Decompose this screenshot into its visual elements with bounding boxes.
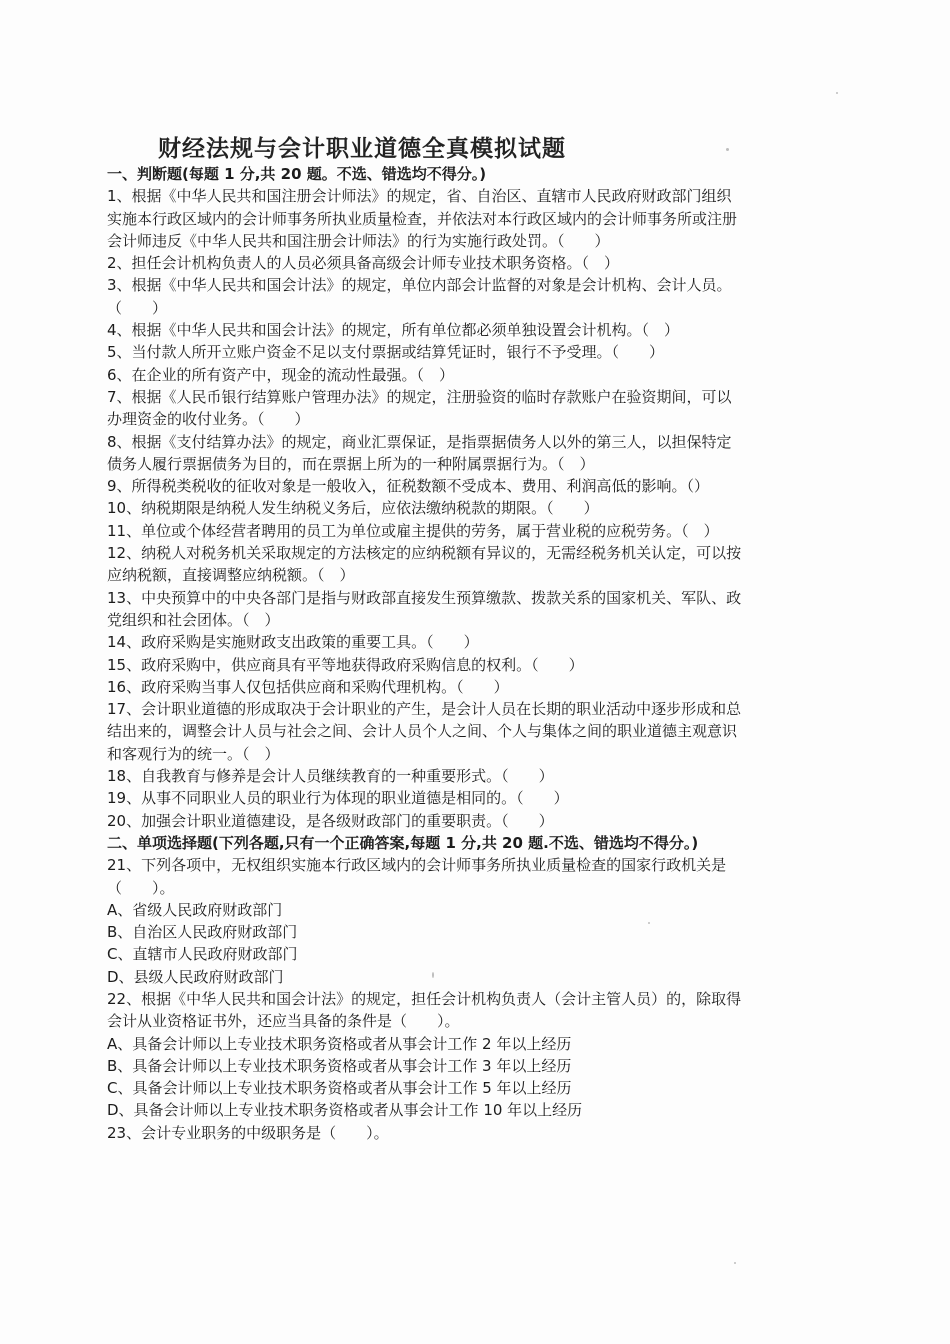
text-line: 1、根据《中华人民共和国注册会计师法》的规定，省、自治区、直辖市人民政府财政部门组织	[107, 187, 732, 206]
text-line: 4、根据《中华人民共和国会计法》的规定，所有单位都必须单独设置会计机构。（ ）	[107, 321, 680, 340]
text-line: A、具备会计师以上专业技术职务资格或者从事会计工作 2 年以上经历	[107, 1034, 572, 1053]
text-line: 12、纳税人对税务机关采取规定的方法核定的应纳税额有异议的，无需经税务机关认定，可以按	[107, 544, 742, 563]
text-line: 6、在企业的所有资产中，现金的流动性最强。（ ）	[107, 365, 455, 384]
text-line: 9、所得税类税收的征收对象是一般收入，征税数额不受成本、费用、利润高低的影响。（）	[107, 477, 710, 496]
page-title: 财经法规与会计职业道德全真模拟试题	[158, 136, 566, 162]
scan-speck	[726, 148, 729, 151]
scan-speck	[836, 92, 838, 94]
text-line: 结出来的，调整会计人员与社会之间、会计人员个人之间、个人与集体之间的职业道德主观意识	[107, 722, 738, 741]
text-line: 会计师违反《中华人民共和国注册会计师法》的行为实施行政处罚。（ ）	[107, 231, 610, 250]
text-line: 应纳税额，直接调整应纳税额。（ ）	[107, 566, 355, 585]
scan-speck	[648, 922, 650, 924]
text-line: 17、会计职业道德的形成取决于会计职业的产生，是会计人员在长期的职业活动中逐步形成和总	[107, 700, 742, 719]
text-line: 实施本行政区域内的会计师事务所执业质量检查，并依法对本行政区域内的会计师事务所或注册	[107, 209, 738, 228]
text-line: 19、从事不同职业人员的职业行为体现的职业道德是相同的。（ ）	[107, 789, 569, 808]
text-line: 二、单项选择题(下列各题,只有一个正确答案,每题 1 分,共 20 题.不选、错选均不得分。)	[107, 833, 699, 852]
text-line: 21、下列各项中，无权组织实施本行政区域内的会计师事务所执业质量检查的国家行政机关是	[107, 856, 727, 875]
text-line: 办理资金的收付业务。（ ）	[107, 410, 310, 429]
text-line: D、具备会计师以上专业技术职务资格或者从事会计工作 10 年以上经历	[107, 1101, 583, 1120]
scan-speck	[734, 1262, 736, 1264]
text-line: C、具备会计师以上专业技术职务资格或者从事会计工作 5 年以上经历	[107, 1079, 572, 1098]
text-line: 债务人履行票据债务为目的，而在票据上所为的一种附属票据行为。（ ）	[107, 454, 595, 473]
text-line: A、省级人民政府财政部门	[107, 900, 283, 919]
text-line: 8、根据《支付结算办法》的规定，商业汇票保证，是指票据债务人以外的第三人，以担保特定	[107, 432, 732, 451]
scan-speck	[432, 972, 434, 978]
text-line: 2、担任会计机构负责人的人员必须具备高级会计师专业技术职务资格。（ ）	[107, 254, 620, 273]
text-line: C、直辖市人民政府财政部门	[107, 945, 298, 964]
text-line: （ ）。	[107, 878, 175, 897]
text-line: 11、单位或个体经营者聘用的员工为单位或雇主提供的劳务，属于营业税的应税劳务。（ ）	[107, 521, 719, 540]
text-line: 16、政府采购当事人仅包括供应商和采购代理机构。（ ）	[107, 677, 509, 696]
text-line: 13、中央预算中的中央各部门是指与财政部直接发生预算缴款、拨款关系的国家机关、军队、政	[107, 588, 742, 607]
text-line: B、具备会计师以上专业技术职务资格或者从事会计工作 3 年以上经历	[107, 1056, 572, 1075]
text-line: 会计从业资格证书外，还应当具备的条件是（ ）。	[107, 1012, 460, 1031]
text-line: B、自治区人民政府财政部门	[107, 923, 298, 942]
text-line: 18、自我教育与修养是会计人员继续教育的一种重要形式。（ ）	[107, 767, 554, 786]
exam-body	[107, 163, 842, 1144]
text-line: 10、纳税期限是纳税人发生纳税义务后，应依法缴纳税款的期限。（ ）	[107, 499, 599, 518]
text-line: 3、根据《中华人民共和国会计法》的规定，单位内部会计监督的对象是会计机构、会计人员。	[107, 276, 732, 295]
text-line: 15、政府采购中，供应商具有平等地获得政府采购信息的权利。（ ）	[107, 655, 584, 674]
text-line: 14、政府采购是实施财政支出政策的重要工具。（ ）	[107, 633, 479, 652]
text-line: 20、加强会计职业道德建设，是各级财政部门的重要职责。（ ）	[107, 811, 554, 830]
text-line: 5、当付款人所开立账户资金不足以支付票据或结算凭证时，银行不予受理。（ ）	[107, 343, 665, 362]
text-line: 党组织和社会团体。（ ）	[107, 610, 280, 629]
text-line: 和客观行为的统一。（ ）	[107, 744, 280, 763]
text-line: （ ）	[107, 298, 168, 317]
text-line: 22、根据《中华人民共和国会计法》的规定，担任会计机构负责人（会计主管人员）的，除取得	[107, 989, 742, 1008]
text-line: D、县级人民政府财政部门	[107, 967, 284, 986]
text-line: 7、根据《人民币银行结算账户管理办法》的规定，注册验资的临时存款账户在验资期间，可以	[107, 387, 732, 406]
text-line: 23、会计专业职务的中级职务是（ ）。	[107, 1123, 389, 1142]
text-line: 一、判断题(每题 1 分,共 20 题。不选、错选均不得分。)	[107, 165, 487, 183]
